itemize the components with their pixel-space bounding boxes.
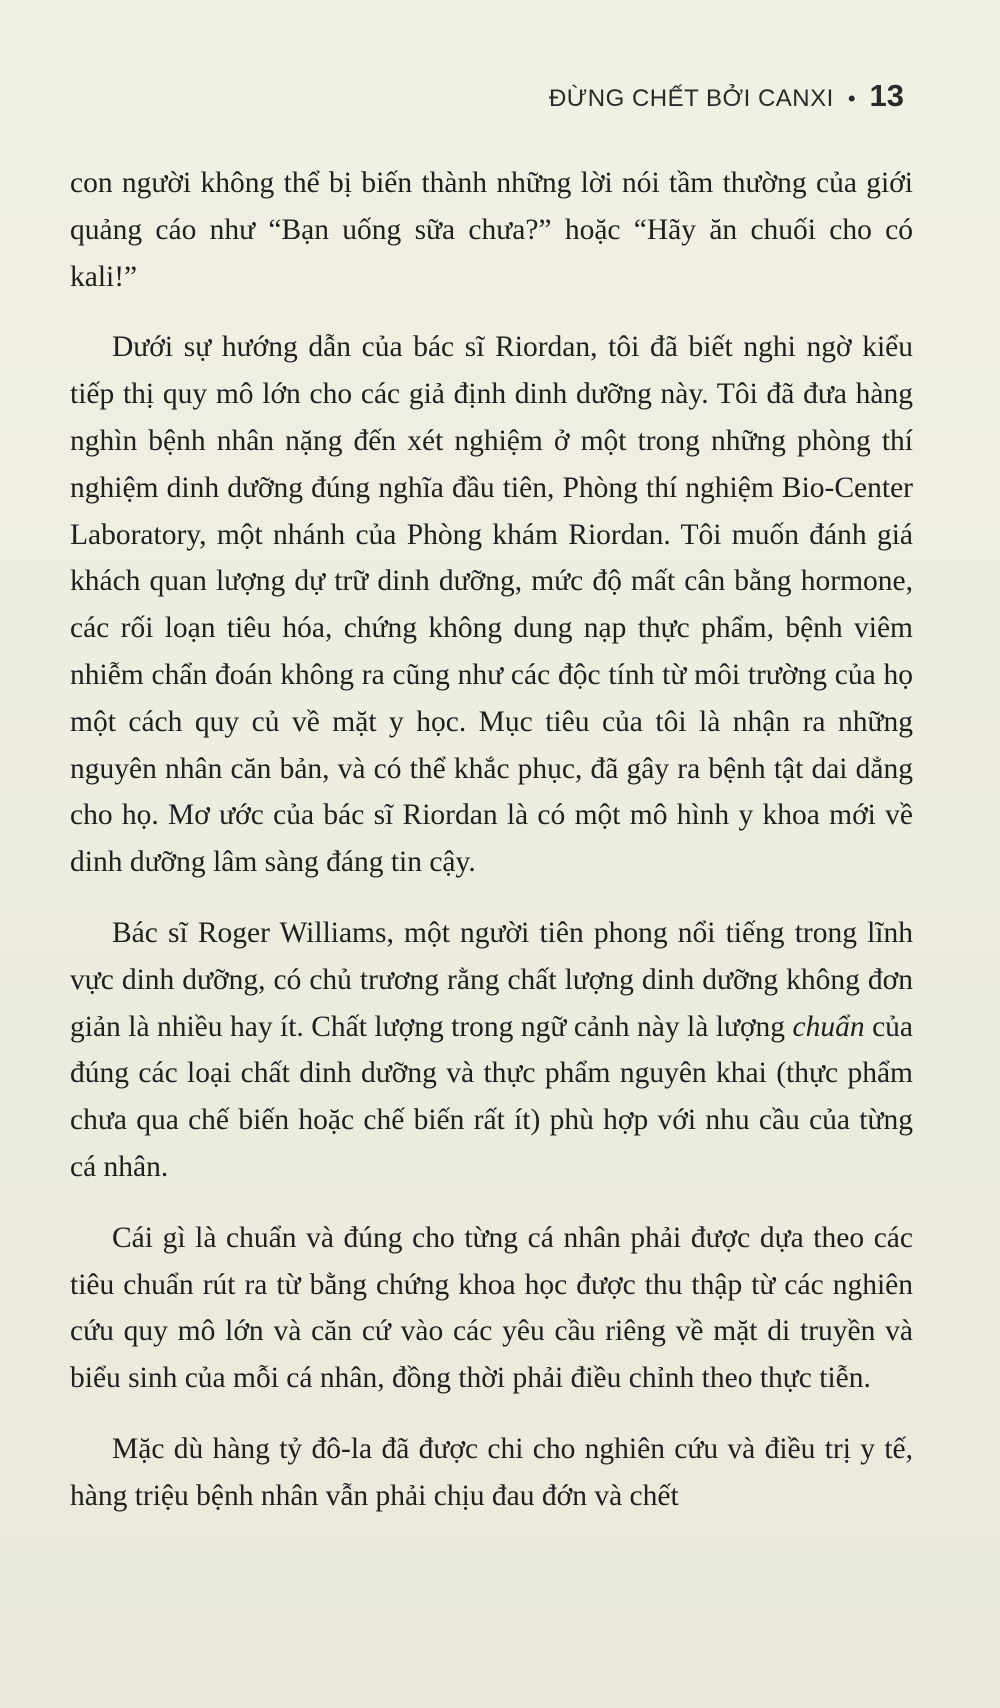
paragraph: Dưới sự hướng dẫn của bác sĩ Riordan, tôi đã biết nghi ngờ kiểu tiếp thị quy mô lớn cho các giả định dinh dưỡng này. Tôi đã đưa hàng nghìn bệnh nhân nặng đến xét nghiệm ở một trong những phòng thí nghiệm dinh dưỡng đúng nghĩa đầu tiên, Phòng thí nghiệm Bio-Center Laboratory, một nhánh của Phòng khám Riordan. Tôi muốn đánh giá khách quan lượng dự trữ dinh dưỡng, mức độ mất cân bằng hormone, các rối loạn tiêu hóa, chứng không dung nạp thực phẩm, bệnh viêm nhiễm chẩn đoán không ra cũng như các độc tính từ môi trường của họ một cách quy củ về mặt y học. Mục tiêu của tôi là nhận ra những nguyên nhân căn bản, và có thể khắc phục, đã gây ra bệnh tật dai dẳng cho họ. Mơ ước của bác sĩ Riordan là có một mô hình y khoa mới về dinh dưỡng lâm sàng đáng tin cậy. [70,331,913,879]
running-title: ĐỪNG CHẾT BỞI CANXI [548,85,834,112]
paragraph-text: Bác sĩ Roger Williams, một người tiên phong nổi tiếng trong lĩnh vực dinh dưỡng, có chủ trương rằng chất lượng dinh dưỡng không đơn giản là nhiều hay ít. Chất lượng trong ngữ cảnh này là lượng [70,916,913,1043]
emphasis-text: chuẩn [792,1010,865,1043]
paragraph: Cái gì là chuẩn và đúng cho từng cá nhân phải được dựa theo các tiêu chuẩn rút ra từ bằng chứng khoa học được thu thập từ các nghiên cứu quy mô lớn và căn cứ vào các yêu cầu riêng về mặt di truyền và biểu sinh của mỗi cá nhân, đồng thời phải điều chỉnh theo thực tiễn. [70,1221,913,1395]
paragraph-continuation: con người không thể bị biến thành những lời nói tầm thường của giới quảng cáo như “Bạn uống sữa chưa?” hoặc “Hãy ăn chuối cho có kali!” [70,167,913,293]
paragraph: Mặc dù hàng tỷ đô-la đã được chi cho nghiên cứu và điều trị y tế, hàng triệu bệnh nhân vẫn phải chịu đau đớn và chết [70,1432,913,1512]
page-number: 13 [869,78,904,113]
body-text [70,160,913,1544]
running-head [549,78,904,114]
bullet-separator: • [847,86,856,111]
paragraph [70,910,913,1191]
paragraph-text: của đúng các loại chất dinh dưỡng và thực phẩm nguyên khai (thực phẩm chưa qua chế biến hoặc chế biến rất ít) phù hợp với nhu cầu của từng cá nhân. [70,1010,914,1183]
